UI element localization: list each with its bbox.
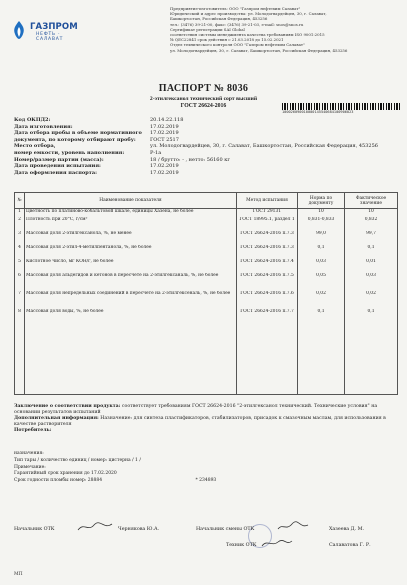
header-line: Юридический и адрес производства: ул. Молодогвардейцев, 30, г. Салават, — [170, 11, 327, 17]
shift-otk-name: Хазеева Д. М. — [329, 527, 365, 532]
table-cell-actual: 99,7 — [366, 231, 376, 236]
header-line: Сертификат регистрации SAI Global — [170, 26, 245, 32]
table-cell-num: 5 — [18, 259, 21, 264]
table-body-row — [15, 209, 398, 395]
results-table — [14, 192, 398, 395]
table-cell-num: 6 — [18, 273, 21, 278]
table-cell-norm: 0,02 — [316, 291, 326, 296]
table-cell-actual: 0,02 — [366, 291, 376, 296]
header-line: № QEC22841 срок действия с 21.03.2018 до 15.02.2021 — [170, 37, 284, 43]
company-header — [170, 6, 398, 53]
col-header-norm: Норма по документу — [298, 193, 345, 209]
info-row — [14, 170, 398, 177]
col-header-num: № — [15, 193, 25, 209]
conclusion-block — [14, 404, 398, 434]
table-cell-actual: 10 — [368, 209, 374, 214]
consumer-line — [14, 428, 398, 434]
table-cell-method: ГОСТ 26624-2016 п.7.3 — [240, 245, 294, 250]
info-row — [14, 150, 398, 157]
table-cell-norm: 0,05 — [316, 273, 326, 278]
table-cell-method: ГОСТ 26624-2016 п.7.5 — [240, 273, 294, 278]
logo-word: ГАЗПРОМ — [30, 22, 78, 32]
table-cell-method: ГОСТ 26624-2016 п.7.3 — [240, 231, 294, 236]
table-header-row — [15, 193, 398, 209]
note-line: Срок годности пломбы номер: 28884 — [14, 478, 103, 484]
note-line: Тип тары / количество единиц / номер: цистерна / 1 / — [14, 457, 141, 463]
header-line: Отдел технического контроля ООО "Газпром нефтехим Салават" — [170, 42, 305, 48]
table-cell-actual: 0,03 — [366, 273, 376, 278]
info-label: Номер/размер партии (масса): — [14, 156, 104, 163]
info-label: Код ОКПД2: — [14, 117, 51, 123]
table-cell-actual: 0,832 — [364, 217, 378, 222]
info-label: Дата оформления паспорта: — [14, 169, 97, 176]
info-row — [14, 157, 398, 164]
info-value: ул. Молодогвардейцев, 30, г. Салават, Башкортостан, Российская Федерация, 453256 — [150, 143, 378, 150]
conclusion-line — [14, 404, 398, 416]
table-cell-num: 7 — [18, 291, 21, 296]
conclusion-text: соответствует требованиям ГОСТ 26624-2016 "2-этилгексанол технический. Технические условия" на основании результатов испытаний — [14, 404, 378, 415]
table-cell-name: Массовая доля непредельных соединений в пересчете на 2-этилгексеналь, %, не более — [26, 291, 231, 296]
flame-icon — [10, 20, 28, 40]
info-label: документа, по которому отбирают пробу: — [14, 136, 136, 143]
additional-info-text: Назначение: для синтеза пластификаторов, стабилизаторов, присадок к смазочным маслам, для использования в качестве растворителя — [14, 416, 386, 427]
info-row — [14, 130, 398, 137]
head-otk-role: Начальник ОТК — [14, 527, 55, 532]
barcode-bars — [282, 103, 400, 110]
table-cell-norm: 10 — [318, 209, 324, 214]
table-cell-method: ГОСТ 26624-2016 п.7.7 — [240, 309, 294, 314]
info-value: 17.02.2019 — [150, 130, 179, 137]
additional-info-line — [14, 416, 398, 428]
actual-column — [345, 209, 398, 395]
col-header-method: Метод испытания — [237, 193, 298, 209]
shift-otk-role: Начальник смены ОТК — [196, 527, 255, 532]
barcode-number: 100026090010000145540684100906023 — [282, 110, 354, 114]
info-label: Дата отбора пробы в объеме нормативного — [14, 130, 142, 137]
table-cell-name: Массовая доля альдегидов и кетонов в пересчете на 2-этилгексаналь, %, не более — [26, 273, 219, 278]
table-cell-num: 1 — [18, 209, 21, 214]
seal-marker: МП — [14, 572, 23, 577]
note-line: * 234893 — [195, 478, 217, 484]
passport-info — [14, 117, 398, 176]
signature-mark — [76, 521, 116, 533]
header-line: Башкортостан, Российская Федерация, 453256 — [170, 16, 268, 22]
note-line: Гарантийный срок хранения до 17.02.2020 — [14, 471, 117, 477]
table-cell-name: Плотность при 20°С, г/см³ — [26, 217, 88, 222]
header-line: тел.: (3476) 39-21-00, факс: (3476) 39-21-03, e-mail: snos@snos.ru — [170, 21, 304, 27]
table-cell-method: ГОСТ 29131 — [252, 209, 282, 214]
gazprom-logo — [10, 20, 88, 42]
info-value: ГОСТ 2517 — [150, 136, 179, 143]
notes-block — [14, 451, 398, 485]
info-value: 17.02.2019 — [150, 123, 179, 130]
header-line: ул. Молодогвардейцев, 30, г. Салават, Башкортостан, Российская Федерация, 453256 — [170, 47, 348, 53]
table-cell-actual: 0,1 — [367, 309, 375, 314]
table-cell-method: ГОСТ 26624-2016 п.7.6 — [240, 291, 294, 296]
table-cell-actual: 0,01 — [366, 259, 376, 264]
table-cell-name: Массовая доля воды, %, не более — [26, 309, 104, 314]
info-row — [14, 137, 398, 144]
col-header-name: Наименование показателя — [25, 193, 237, 209]
table-cell-num: 4 — [18, 245, 21, 250]
table-cell-norm: 0,03 — [316, 259, 326, 264]
table-cell-name: Массовая доля 2-этилгексанола, %, не менее — [26, 231, 132, 236]
table-cell-name: Цветность по платиново-кобальтовой шкале, единицы Хазена, не более — [26, 209, 194, 214]
table-cell-actual: 0,1 — [367, 245, 375, 250]
head-otk-name: Чернякова Ю.А. — [118, 527, 160, 532]
consumer-label: Потребитель: — [14, 428, 52, 433]
info-value: 20.14.22.118 — [150, 117, 184, 123]
logo-sub: НЕФТЬ · САЛАВАТ — [36, 32, 64, 42]
product-name: 2-этилгексанол технический сорт высший — [149, 96, 258, 102]
info-value: 17.02.2019 — [150, 163, 179, 170]
info-row — [14, 163, 398, 170]
col-header-actual: Фактическое значение — [345, 193, 398, 209]
info-label: Место отбора, — [14, 143, 56, 150]
name-column — [25, 209, 237, 395]
tech-otk-name: Салаватова Г. Р. — [329, 543, 371, 548]
info-label: Дата изготовления: — [14, 123, 73, 130]
additional-info-label: Дополнительная информация: — [14, 416, 99, 421]
header-line: Предприятие-изготовитель: ООО "Газпром нефтехим Салават" — [170, 6, 301, 11]
table-cell-method: ГОСТ 26624-2016 п.7.4 — [240, 259, 294, 264]
table-cell-num: 2 — [18, 217, 21, 222]
conclusion-label: Заключение о соответствии продукта: — [14, 404, 121, 409]
signature-mark — [260, 537, 294, 549]
table-cell-norm: 0,1 — [317, 245, 325, 250]
table-cell-num: 3 — [18, 231, 21, 236]
table-cell-norm: 0,831-0,833 — [307, 217, 335, 222]
table-cell-norm: 0,1 — [317, 309, 325, 314]
info-row — [14, 143, 398, 150]
table-cell-norm: 99,0 — [316, 231, 326, 236]
table-cell-method: ГОСТ 18995.1, раздел 1 — [239, 217, 295, 222]
info-value: 18 / брутто: - , нетто: 56160 кг — [150, 156, 230, 163]
norm-column — [298, 209, 345, 395]
table-cell-num: 8 — [18, 309, 21, 314]
info-label: номер емкости, уровень наполнения: — [14, 149, 125, 156]
tech-otk-role: Техник ОТК — [226, 543, 257, 548]
num-column — [15, 209, 25, 395]
info-value: Р-1а — [150, 149, 162, 156]
table-cell-name: Массовая доля 2-этил-4-метилпентанола, %, не более — [26, 245, 152, 250]
note-line: назначения: — [14, 451, 44, 456]
passport-number: ПАСПОРТ № 8036 — [158, 83, 249, 94]
signature-mark — [276, 521, 310, 533]
info-value: 17.02.2019 — [150, 169, 179, 176]
barcode — [282, 103, 400, 114]
note-line: Примечание: — [14, 464, 46, 470]
method-column — [237, 209, 298, 395]
table-cell-name: Кислотное число, мг КОН/г, не более — [26, 259, 114, 264]
info-label: Дата проведения испытания: — [14, 163, 101, 170]
header-line: соответствия системы менеджмента качества требованиям ISO 9001:2015 — [170, 32, 325, 38]
info-row — [14, 117, 398, 124]
product-standard: ГОСТ 26624-2016 — [180, 103, 227, 109]
